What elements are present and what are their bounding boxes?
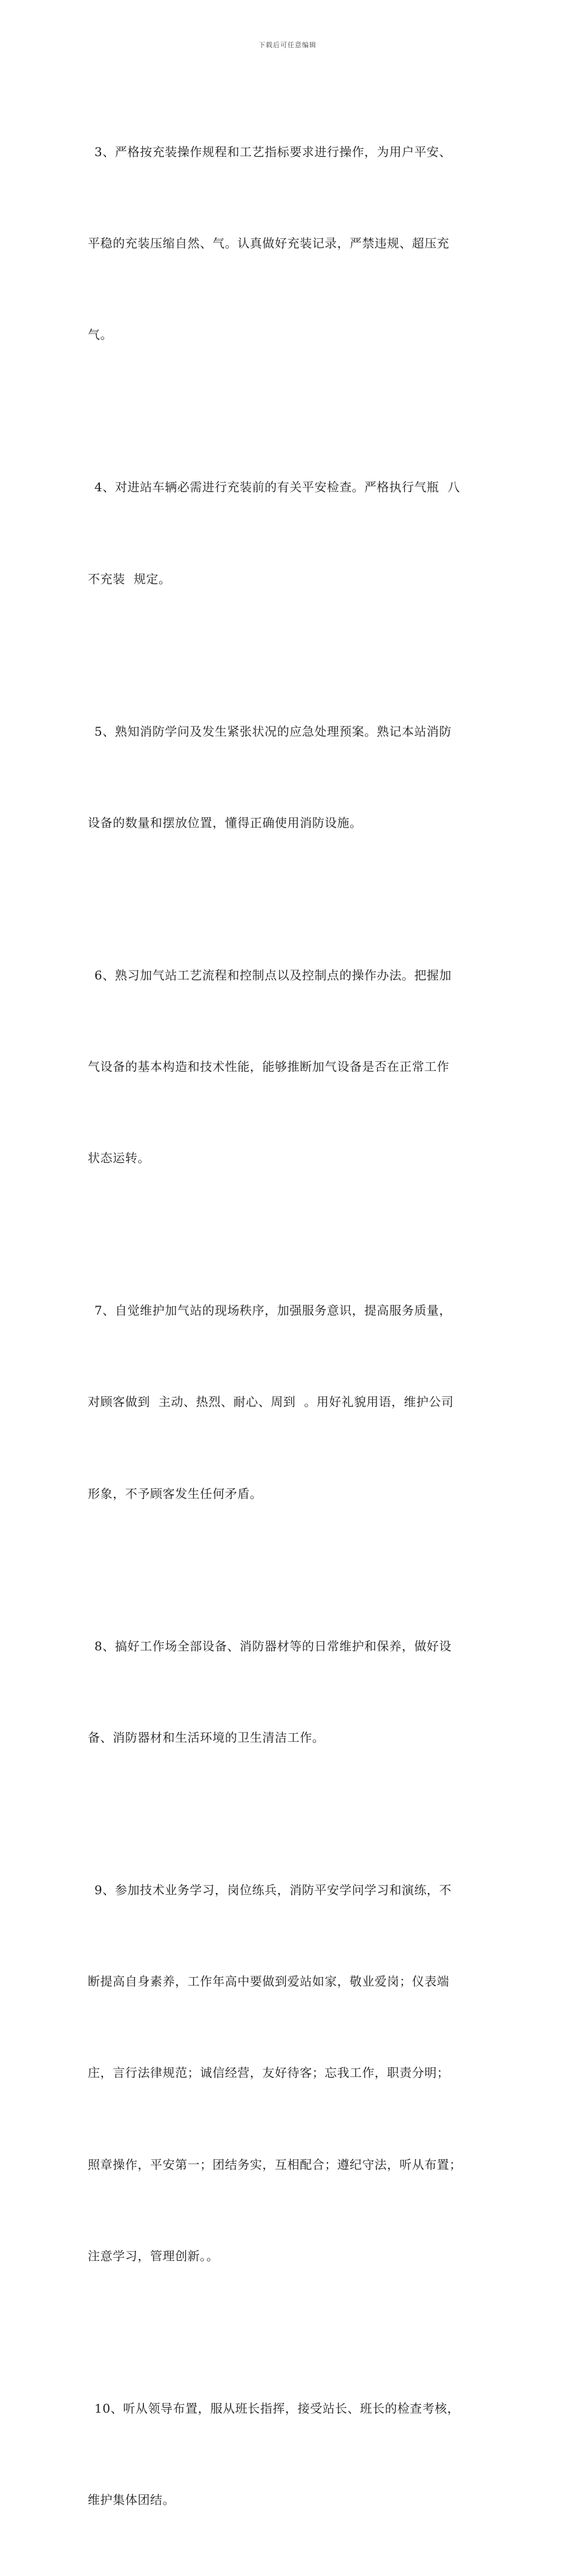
paragraph-line: 气设备的基本构造和技术性能，能够推断加气设备是否在正常工作 [88,1059,450,1074]
paragraph-item-8 [88,1570,505,1814]
paragraph-line: 气。 [88,327,113,342]
paragraph-item-6 [88,899,505,1234]
paragraph-line: 注意学习，管理创新。。 [88,2248,219,2263]
body-text [88,76,505,2576]
paragraph-line: 6、熟习加气站工艺流程和控制点以及控制点的操作办法。把握加 [94,967,452,982]
paragraph-line: 8、搞好工作场全部设备、消防器材等的日常维护和保养，做好设 [94,1638,452,1653]
paragraph-line: 形象，不予顾客发生任何矛盾。 [88,1486,263,1501]
paragraph-line: 5、熟知消防学问及发生紧张状况的应急处理预案。熟记本站消防 [94,724,452,739]
paragraph-line: 不充装 规定。 [88,571,171,586]
paragraph-line: 断提高自身素养，工作年高中要做到爱站如家，敬业爱岗；仪表端 [88,1974,450,1989]
paragraph-line: 3、严格按充装操作规程和工艺指标要求进行操作，为用户平安、 [94,144,452,159]
header-note: 下载后可任意编辑 [258,41,317,49]
paragraph-line: 4、对进站车辆必需进行充装前的有关平安检查。严格执行气瓶 八 [94,480,461,495]
paragraph-item-3 [88,76,505,411]
paragraph-item-10 [88,2332,505,2576]
paragraph-line: 维护集体团结。 [88,2493,176,2508]
paragraph-line: 7、自觉维护加气站的现场秩序，加强服务意识，提高服务质量， [94,1303,452,1318]
paragraph-line: 备、消防器材和生活环境的卫生清洁工作。 [88,1730,325,1745]
paragraph-line: 10、听从领导布置，服从班长指挥，接受站长、班长的检查考核， [94,2401,460,2416]
paragraph-line: 9、参加技术业务学习，岗位练兵，消防平安学问学习和演练，不 [94,1882,452,1897]
paragraph-line: 平稳的充装压缩自然、气。认真做好充装记录，严禁违规、超压充 [88,236,450,251]
paragraph-item-9 [88,1814,505,2332]
paragraph-line: 照章操作，平安第一；团结务实，互相配合；遵纪守法，听从布置； [88,2157,462,2172]
paragraph-line: 庄，言行法律规范；诚信经营，友好待客；忘我工作，职责分明； [88,2065,450,2081]
paragraph-line: 设备的数量和摆放位置，懂得正确使用消防设施。 [88,815,363,830]
paragraph-line: 对顾客做到 主动、热烈、耐心、周到 。用好礼貌用语，维护公司 [88,1394,454,1410]
paragraph-item-7 [88,1234,505,1569]
paragraph-item-4 [88,411,505,655]
paragraph-line: 状态运转。 [88,1151,150,1166]
paragraph-item-5 [88,655,505,899]
